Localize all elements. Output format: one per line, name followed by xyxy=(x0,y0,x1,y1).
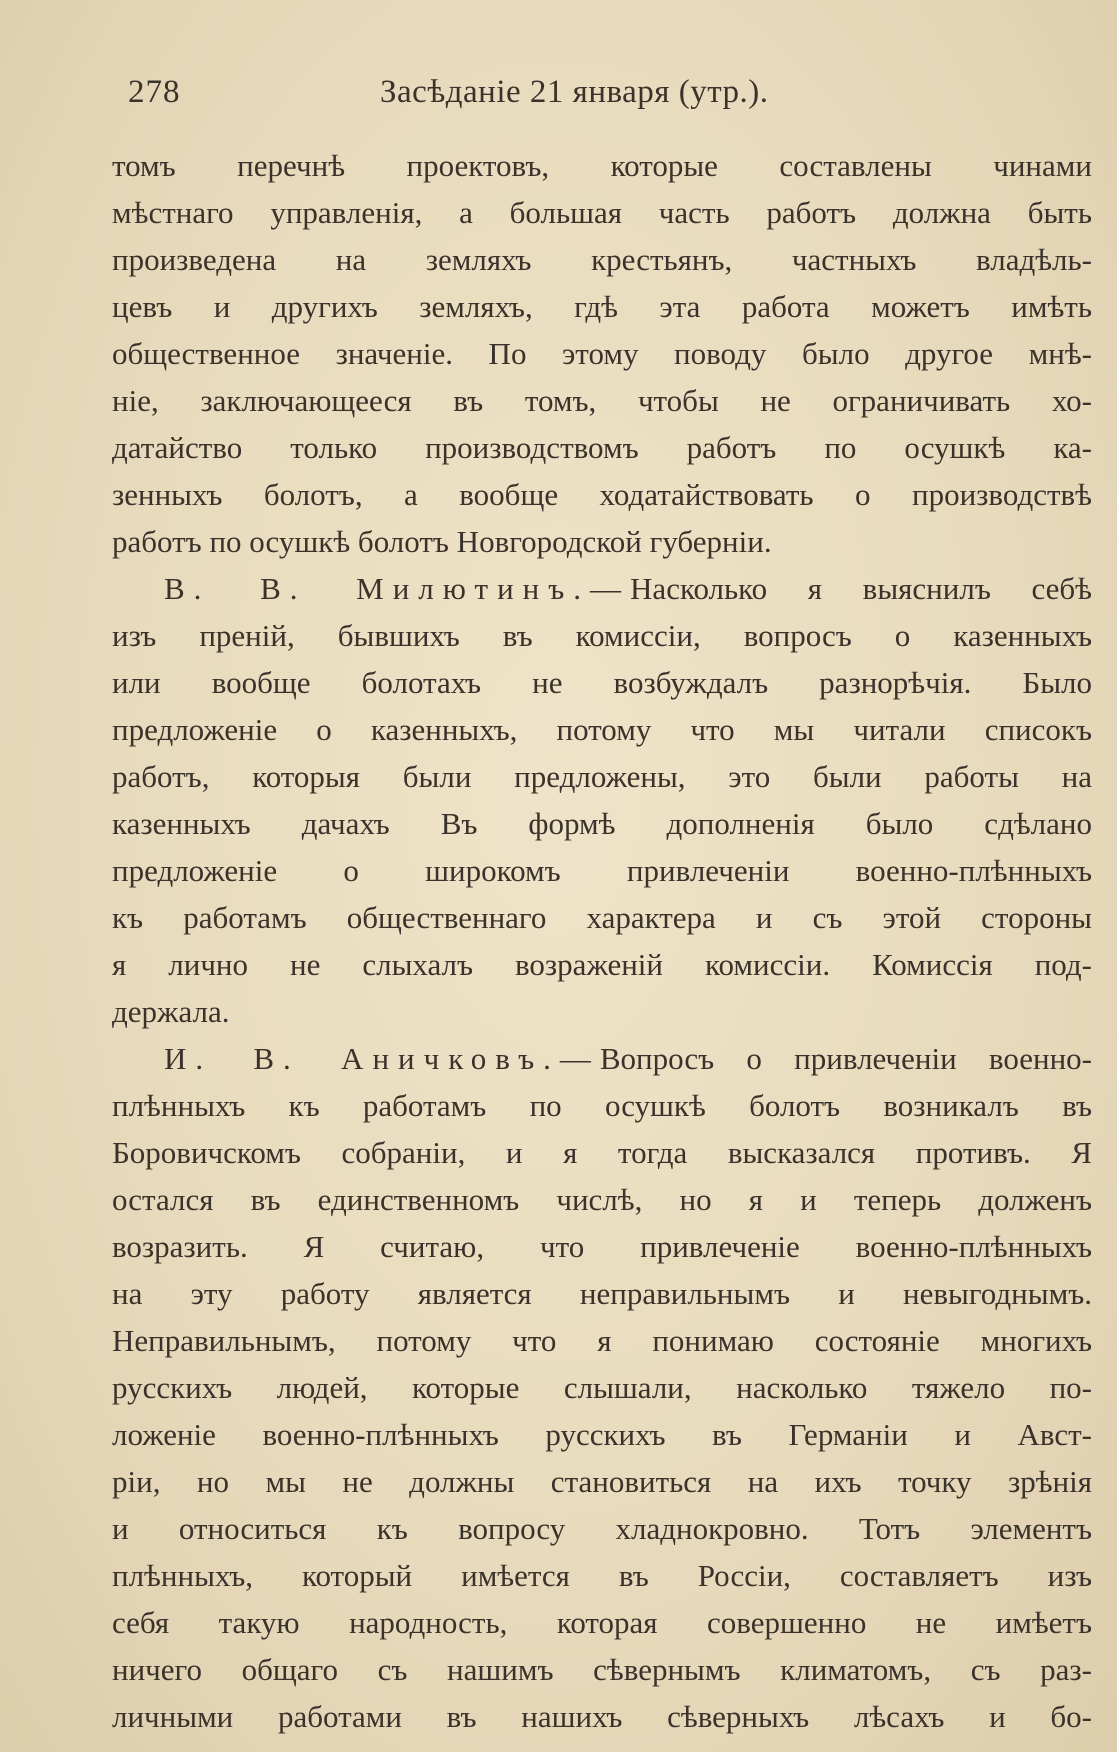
text-line: русскихъ людей, которые слышали, насколько тяжело по- xyxy=(112,1370,1092,1405)
text-line: томъ перечнѣ проектовъ, которые составлены чинами xyxy=(112,148,1092,183)
speaker-name-anichkov: И. В. Аничковъ.— xyxy=(164,1041,600,1076)
text-line: предложеніе о широкомъ привлеченіи военно-плѣнныхъ xyxy=(112,853,1092,888)
text-line: держала. xyxy=(112,994,230,1029)
text-line: къ работамъ общественнаго характера и съ этой стороны xyxy=(112,900,1092,935)
running-title: Засѣданіе 21 января (утр.). xyxy=(380,74,769,110)
page-header xyxy=(128,74,1090,118)
text-line: или вообще болотахъ не возбуждалъ разнорѣчія. Было xyxy=(112,665,1092,700)
text-line: цевъ и другихъ земляхъ, гдѣ эта работа можетъ имѣть xyxy=(112,289,1092,324)
text-line: ніе, заключающееся въ томъ, чтобы не ограничивать хо- xyxy=(112,383,1092,418)
text-line: ріи, но мы не должны становиться на ихъ точку зрѣнія xyxy=(112,1464,1092,1499)
text-line: остался въ единственномъ числѣ, но я и теперь долженъ xyxy=(112,1182,1092,1217)
text-line: общественное значеніе. По этому поводу было другое мнѣ- xyxy=(112,336,1092,371)
text-line: Неправильнымъ, потому что я понимаю состояніе многихъ xyxy=(112,1323,1092,1358)
text-line: возразить. Я считаю, что привлеченіе военно-плѣнныхъ xyxy=(112,1229,1092,1264)
speech-line-miliutin xyxy=(112,565,1092,612)
text-line: казенныхъ дачахъ Въ формѣ дополненія было сдѣлано xyxy=(112,806,1092,841)
text-line: работъ, которыя были предложены, это были работы на xyxy=(112,759,1092,794)
text-line: на эту работу является неправильнымъ и невыгоднымъ. xyxy=(112,1276,1092,1311)
text-line: работъ по осушкѣ болотъ Новгородской губерніи. xyxy=(112,524,772,559)
text-line: ничего общаго съ нашимъ сѣвернымъ климатомъ, съ раз- xyxy=(112,1652,1092,1687)
text-line: мѣстнаго управленія, а большая часть работъ должна быть xyxy=(112,195,1092,230)
text-line: датайство только производствомъ работъ по осушкѣ ка- xyxy=(112,430,1092,465)
text-line: личными работами въ нашихъ сѣверныхъ лѣсахъ и бо- xyxy=(112,1699,1092,1734)
text-line: я лично не слыхалъ возраженій комиссіи. Комиссія под- xyxy=(112,947,1092,982)
speaker-name-miliutin: В. В. Милютинъ.— xyxy=(164,571,631,606)
speech-text: Насколько я выяснилъ себѣ xyxy=(630,571,1092,606)
text-line: и относиться къ вопросу хладнокровно. Тотъ элементъ xyxy=(112,1511,1092,1546)
text-line: ложеніе военно-плѣнныхъ русскихъ въ Германіи и Авст- xyxy=(112,1417,1092,1452)
text-line: предложеніе о казенныхъ, потому что мы читали списокъ xyxy=(112,712,1092,747)
text-line: плѣнныхъ къ работамъ по осушкѣ болотъ возникалъ въ xyxy=(112,1088,1092,1123)
text-line: себя такую народность, которая совершенно не имѣетъ xyxy=(112,1605,1092,1640)
speech-line-anichkov xyxy=(112,1035,1092,1082)
text-line: произведена на земляхъ крестьянъ, частныхъ владѣль- xyxy=(112,242,1092,277)
text-line: зенныхъ болотъ, а вообще ходатайствовать о производствѣ xyxy=(112,477,1092,512)
text-line: изъ преній, бывшихъ въ комиссіи, вопросъ о казенныхъ xyxy=(112,618,1092,653)
text-line: плѣнныхъ, который имѣется въ Россіи, составляетъ изъ xyxy=(112,1558,1092,1593)
speech-text: Вопросъ о привлеченіи военно- xyxy=(599,1041,1092,1076)
text-line: Боровичскомъ собраніи, и я тогда высказался противъ. Я xyxy=(112,1135,1092,1170)
body-text xyxy=(112,142,1092,1740)
page-number: 278 xyxy=(128,74,181,110)
